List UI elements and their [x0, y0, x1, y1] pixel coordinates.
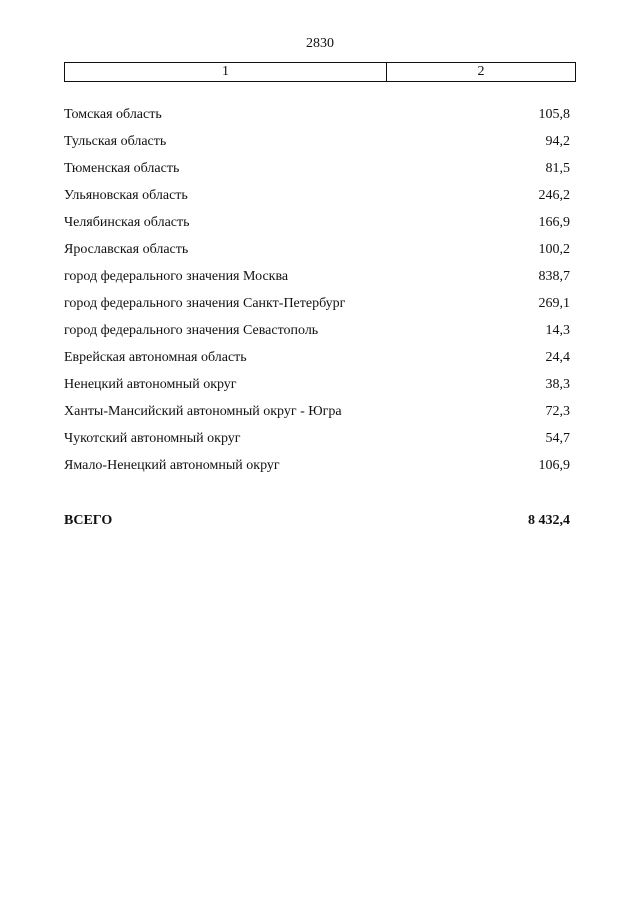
region-name: Ярославская область — [64, 242, 189, 257]
region-name: Тульская область — [64, 134, 167, 149]
page-number: 2830 — [306, 36, 334, 51]
table-row — [64, 160, 570, 187]
table-row — [64, 106, 570, 133]
table-row — [64, 133, 570, 160]
region-value: 838,7 — [538, 269, 570, 284]
region-value: 106,9 — [538, 458, 570, 473]
region-value: 100,2 — [538, 242, 570, 257]
table-header — [64, 62, 576, 82]
table-row — [64, 349, 570, 376]
column-header-1: 1 — [65, 63, 387, 81]
table-row — [64, 403, 570, 430]
table-row — [64, 241, 570, 268]
region-value: 105,8 — [538, 107, 570, 122]
region-value: 14,3 — [545, 323, 570, 338]
region-value: 166,9 — [538, 215, 570, 230]
region-value: 24,4 — [545, 350, 570, 365]
region-name: Ульяновская область — [64, 188, 188, 203]
table-row — [64, 268, 570, 295]
region-value: 81,5 — [545, 161, 570, 176]
region-value: 269,1 — [538, 296, 570, 311]
region-value: 72,3 — [545, 404, 570, 419]
region-name: Ямало-Ненецкий автономный округ — [64, 458, 280, 473]
region-list — [64, 106, 570, 484]
table-row — [64, 457, 570, 484]
region-name: город федерального значения Санкт-Петербург — [64, 296, 346, 311]
table-row — [64, 295, 570, 322]
region-name: Еврейская автономная область — [64, 350, 247, 365]
table-row — [64, 214, 570, 241]
column-header-2: 2 — [477, 64, 485, 79]
region-name: Ненецкий автономный округ — [64, 377, 237, 392]
total-row — [64, 512, 570, 530]
table-row — [64, 430, 570, 457]
table-row — [64, 322, 570, 349]
region-name: Ханты-Мансийский автономный округ - Югра — [64, 404, 342, 419]
total-value: 8 432,4 — [528, 513, 570, 528]
region-name: город федерального значения Севастополь — [64, 323, 319, 338]
region-value: 54,7 — [545, 431, 570, 446]
region-name: город федерального значения Москва — [64, 269, 289, 284]
region-name: Чукотский автономный округ — [64, 431, 241, 446]
region-name: Челябинская область — [64, 215, 190, 230]
table-row — [64, 187, 570, 214]
region-value: 246,2 — [538, 188, 570, 203]
region-value: 38,3 — [545, 377, 570, 392]
region-name: Тюменская область — [64, 161, 180, 176]
table-row — [64, 376, 570, 403]
total-label: ВСЕГО — [64, 513, 113, 528]
region-value: 94,2 — [545, 134, 570, 149]
region-name: Томская область — [64, 107, 162, 122]
